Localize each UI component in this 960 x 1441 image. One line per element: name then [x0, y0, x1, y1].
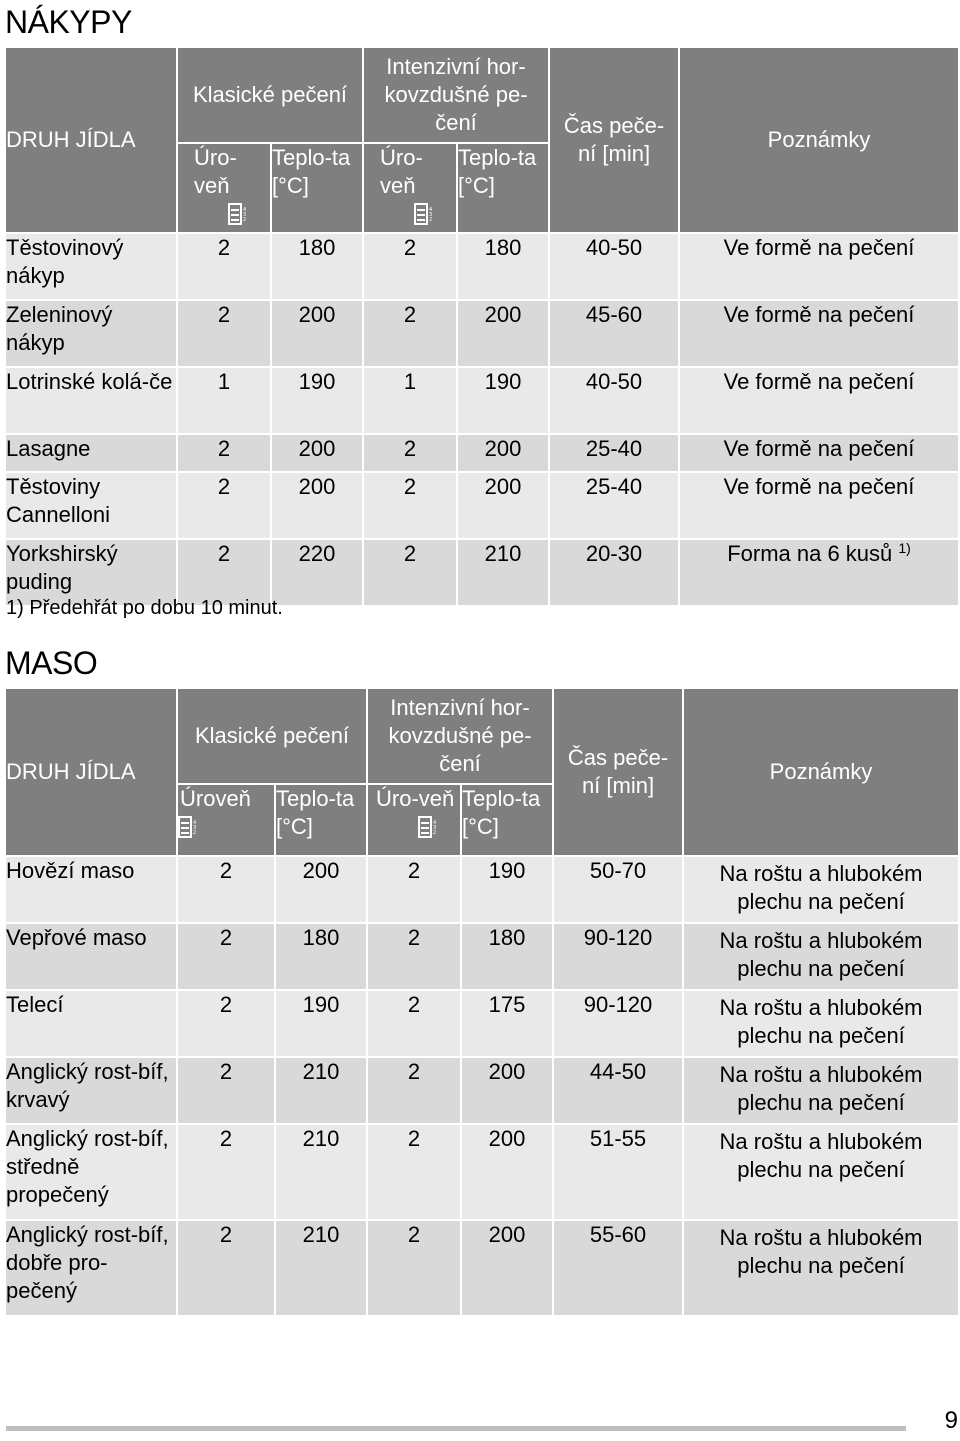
svg-text:3: 3	[243, 212, 247, 218]
baking-time-cell: 45-60	[549, 300, 679, 367]
note-cell	[679, 434, 959, 472]
note-text: Na roštu a hlubokém plechu na pečení	[719, 995, 923, 1048]
svg-text:2: 2	[193, 830, 197, 836]
level-classic-cell: 2	[177, 233, 271, 300]
level-classic-cell: 2	[177, 1220, 275, 1316]
header-notes: Poznámky	[679, 47, 959, 233]
header-level-fan-label: Úro-veň	[376, 786, 455, 811]
note-cell	[683, 1220, 959, 1316]
note-cell	[679, 233, 959, 300]
maso-table	[4, 687, 960, 1317]
note-text: Na roštu a hlubokém plechu na pečení	[719, 1225, 923, 1278]
level-fan-cell: 2	[363, 300, 457, 367]
note-text: Ve formě na pečení	[723, 302, 915, 327]
header-classic-baking: Klasické pečení	[177, 688, 367, 784]
note-text: Forma na 6 kusů	[727, 541, 893, 566]
food-name-cell: Lasagne	[5, 434, 177, 472]
page-number: 9	[944, 1407, 958, 1434]
temp-fan-cell: 190	[461, 856, 553, 923]
baking-time-cell: 25-40	[549, 472, 679, 539]
note-cell	[683, 990, 959, 1057]
table-row	[5, 1057, 959, 1124]
level-fan-cell: 2	[363, 434, 457, 472]
note-text: Ve formě na pečení	[723, 369, 915, 394]
maso-rows	[5, 856, 959, 1316]
header-temp-classic: Teplo-ta [°C]	[275, 784, 367, 856]
level-fan-cell: 1	[363, 367, 457, 434]
food-name-cell: Hovězí maso	[5, 856, 177, 923]
shelf-level-icon	[178, 816, 200, 845]
level-classic-cell: 2	[177, 434, 271, 472]
temp-classic-cell: 210	[275, 1124, 367, 1220]
food-name-cell: Anglický rost-bíf, dobře pro-pečený	[5, 1220, 177, 1316]
header-food-type: DRUH JÍDLA	[5, 688, 177, 856]
baking-time-cell: 90-120	[553, 990, 683, 1057]
baking-time-cell: 55-60	[553, 1220, 683, 1316]
temp-classic-cell: 220	[271, 539, 363, 606]
note-cell	[683, 1057, 959, 1124]
temp-classic-cell: 210	[275, 1220, 367, 1316]
baking-time-cell: 40-50	[549, 367, 679, 434]
temp-classic-cell: 200	[271, 434, 363, 472]
level-fan-cell: 2	[363, 472, 457, 539]
footnote-ref: 1)	[898, 540, 911, 556]
level-classic-cell: 2	[177, 472, 271, 539]
baking-time-cell: 51-55	[553, 1124, 683, 1220]
header-level-classic-label: Úro-veň	[194, 145, 237, 198]
header-level-classic	[177, 784, 275, 856]
header-temp-fan: Teplo-ta [°C]	[457, 143, 549, 233]
header-baking-time: Čas peče-ní [min]	[553, 688, 683, 856]
temp-classic-cell: 200	[271, 472, 363, 539]
baking-time-cell: 20-30	[549, 539, 679, 606]
header-level-classic-label: Úroveň	[180, 786, 251, 811]
table-row	[5, 434, 959, 472]
temp-fan-cell: 180	[461, 923, 553, 990]
food-name-cell: Anglický rost-bíf, krvavý	[5, 1057, 177, 1124]
level-fan-cell: 2	[367, 1124, 461, 1220]
food-name-cell: Těstovinový nákyp	[5, 233, 177, 300]
nakypy-rows	[5, 233, 959, 606]
baking-time-cell: 40-50	[549, 233, 679, 300]
temp-classic-cell: 180	[275, 923, 367, 990]
header-food-type: DRUH JÍDLA	[5, 47, 177, 233]
temp-classic-cell: 200	[271, 300, 363, 367]
footer-rule	[6, 1426, 906, 1431]
header-level-fan-label: Úro-veň	[380, 145, 423, 198]
note-text: Na roštu a hlubokém plechu na pečení	[719, 1129, 923, 1182]
temp-fan-cell: 200	[461, 1124, 553, 1220]
header-fan-baking: Intenzivní hor-kovzdušné pe-čení	[363, 47, 549, 143]
temp-fan-cell: 200	[461, 1220, 553, 1316]
table-row	[5, 990, 959, 1057]
nakypy-table	[4, 46, 960, 607]
svg-text:4: 4	[429, 207, 433, 213]
svg-text:3: 3	[433, 825, 437, 831]
level-classic-cell: 2	[177, 856, 275, 923]
temp-fan-cell: 200	[457, 300, 549, 367]
shelf-level-icon	[414, 203, 436, 232]
level-fan-cell: 2	[363, 539, 457, 606]
baking-time-cell: 25-40	[549, 434, 679, 472]
level-classic-cell: 1	[177, 367, 271, 434]
table-row	[5, 233, 959, 300]
note-text: Na roštu a hlubokém plechu na pečení	[719, 928, 923, 981]
note-cell	[683, 923, 959, 990]
table-row	[5, 539, 959, 606]
table-row	[5, 856, 959, 923]
food-name-cell: Yorkshirský puding	[5, 539, 177, 606]
table-row	[5, 367, 959, 434]
header-baking-time: Čas peče-ní [min]	[549, 47, 679, 233]
header-notes: Poznámky	[683, 688, 959, 856]
temp-classic-cell: 210	[275, 1057, 367, 1124]
temp-classic-cell: 190	[275, 990, 367, 1057]
level-classic-cell: 2	[177, 923, 275, 990]
note-cell	[679, 367, 959, 434]
note-cell	[679, 472, 959, 539]
header-temp-fan: Teplo-ta [°C]	[461, 784, 553, 856]
level-fan-cell: 2	[367, 990, 461, 1057]
note-text: Ve formě na pečení	[723, 436, 915, 461]
table-row	[5, 923, 959, 990]
note-cell	[679, 300, 959, 367]
food-name-cell: Lotrinské kolá-če	[5, 367, 177, 434]
level-fan-cell: 2	[367, 1220, 461, 1316]
level-fan-cell: 2	[367, 856, 461, 923]
note-text: Na roštu a hlubokém plechu na pečení	[719, 861, 923, 914]
note-text: Ve formě na pečení	[723, 235, 915, 260]
shelf-level-icon	[228, 203, 250, 232]
svg-text:2: 2	[433, 830, 437, 836]
svg-text:4: 4	[243, 207, 247, 213]
temp-classic-cell: 180	[271, 233, 363, 300]
svg-text:4: 4	[433, 820, 437, 826]
baking-time-cell: 90-120	[553, 923, 683, 990]
food-name-cell: Vepřové maso	[5, 923, 177, 990]
baking-time-cell: 44-50	[553, 1057, 683, 1124]
food-name-cell: Anglický rost-bíf, středně propečený	[5, 1124, 177, 1220]
note-cell	[683, 1124, 959, 1220]
note-cell	[683, 856, 959, 923]
temp-fan-cell: 175	[461, 990, 553, 1057]
table-row	[5, 1124, 959, 1220]
section-title-nakypy: NÁKYPY	[5, 4, 132, 40]
header-level-fan	[363, 143, 457, 233]
temp-fan-cell: 190	[457, 367, 549, 434]
svg-text:2: 2	[243, 217, 247, 223]
svg-text:4: 4	[193, 820, 197, 826]
header-classic-baking: Klasické pečení	[177, 47, 363, 143]
level-fan-cell: 2	[367, 1057, 461, 1124]
food-name-cell: Zeleninový nákyp	[5, 300, 177, 367]
section-title-maso: MASO	[5, 645, 98, 681]
header-fan-baking: Intenzivní hor-kovzdušné pe-čení	[367, 688, 553, 784]
baking-time-cell: 50-70	[553, 856, 683, 923]
level-classic-cell: 2	[177, 1057, 275, 1124]
table-row	[5, 300, 959, 367]
temp-classic-cell: 200	[275, 856, 367, 923]
level-fan-cell: 2	[367, 923, 461, 990]
header-temp-classic: Teplo-ta [°C]	[271, 143, 363, 233]
level-classic-cell: 2	[177, 539, 271, 606]
level-classic-cell: 2	[177, 300, 271, 367]
shelf-level-icon	[418, 816, 440, 845]
footnote: 1) Předehřát po dobu 10 minut.	[6, 597, 283, 619]
note-cell	[679, 539, 959, 606]
svg-text:3: 3	[193, 825, 197, 831]
temp-fan-cell: 210	[457, 539, 549, 606]
temp-fan-cell: 200	[461, 1057, 553, 1124]
food-name-cell: Telecí	[5, 990, 177, 1057]
temp-fan-cell: 180	[457, 233, 549, 300]
note-text: Ve formě na pečení	[723, 474, 915, 499]
level-classic-cell: 2	[177, 990, 275, 1057]
svg-text:3: 3	[429, 212, 433, 218]
note-text: Na roštu a hlubokém plechu na pečení	[719, 1062, 923, 1115]
level-classic-cell: 2	[177, 1124, 275, 1220]
level-fan-cell: 2	[363, 233, 457, 300]
table-row	[5, 1220, 959, 1316]
temp-fan-cell: 200	[457, 472, 549, 539]
table-row	[5, 472, 959, 539]
header-level-classic	[177, 143, 271, 233]
svg-text:2: 2	[429, 217, 433, 223]
temp-fan-cell: 200	[457, 434, 549, 472]
food-name-cell: Těstoviny Cannelloni	[5, 472, 177, 539]
temp-classic-cell: 190	[271, 367, 363, 434]
header-level-fan	[367, 784, 461, 856]
